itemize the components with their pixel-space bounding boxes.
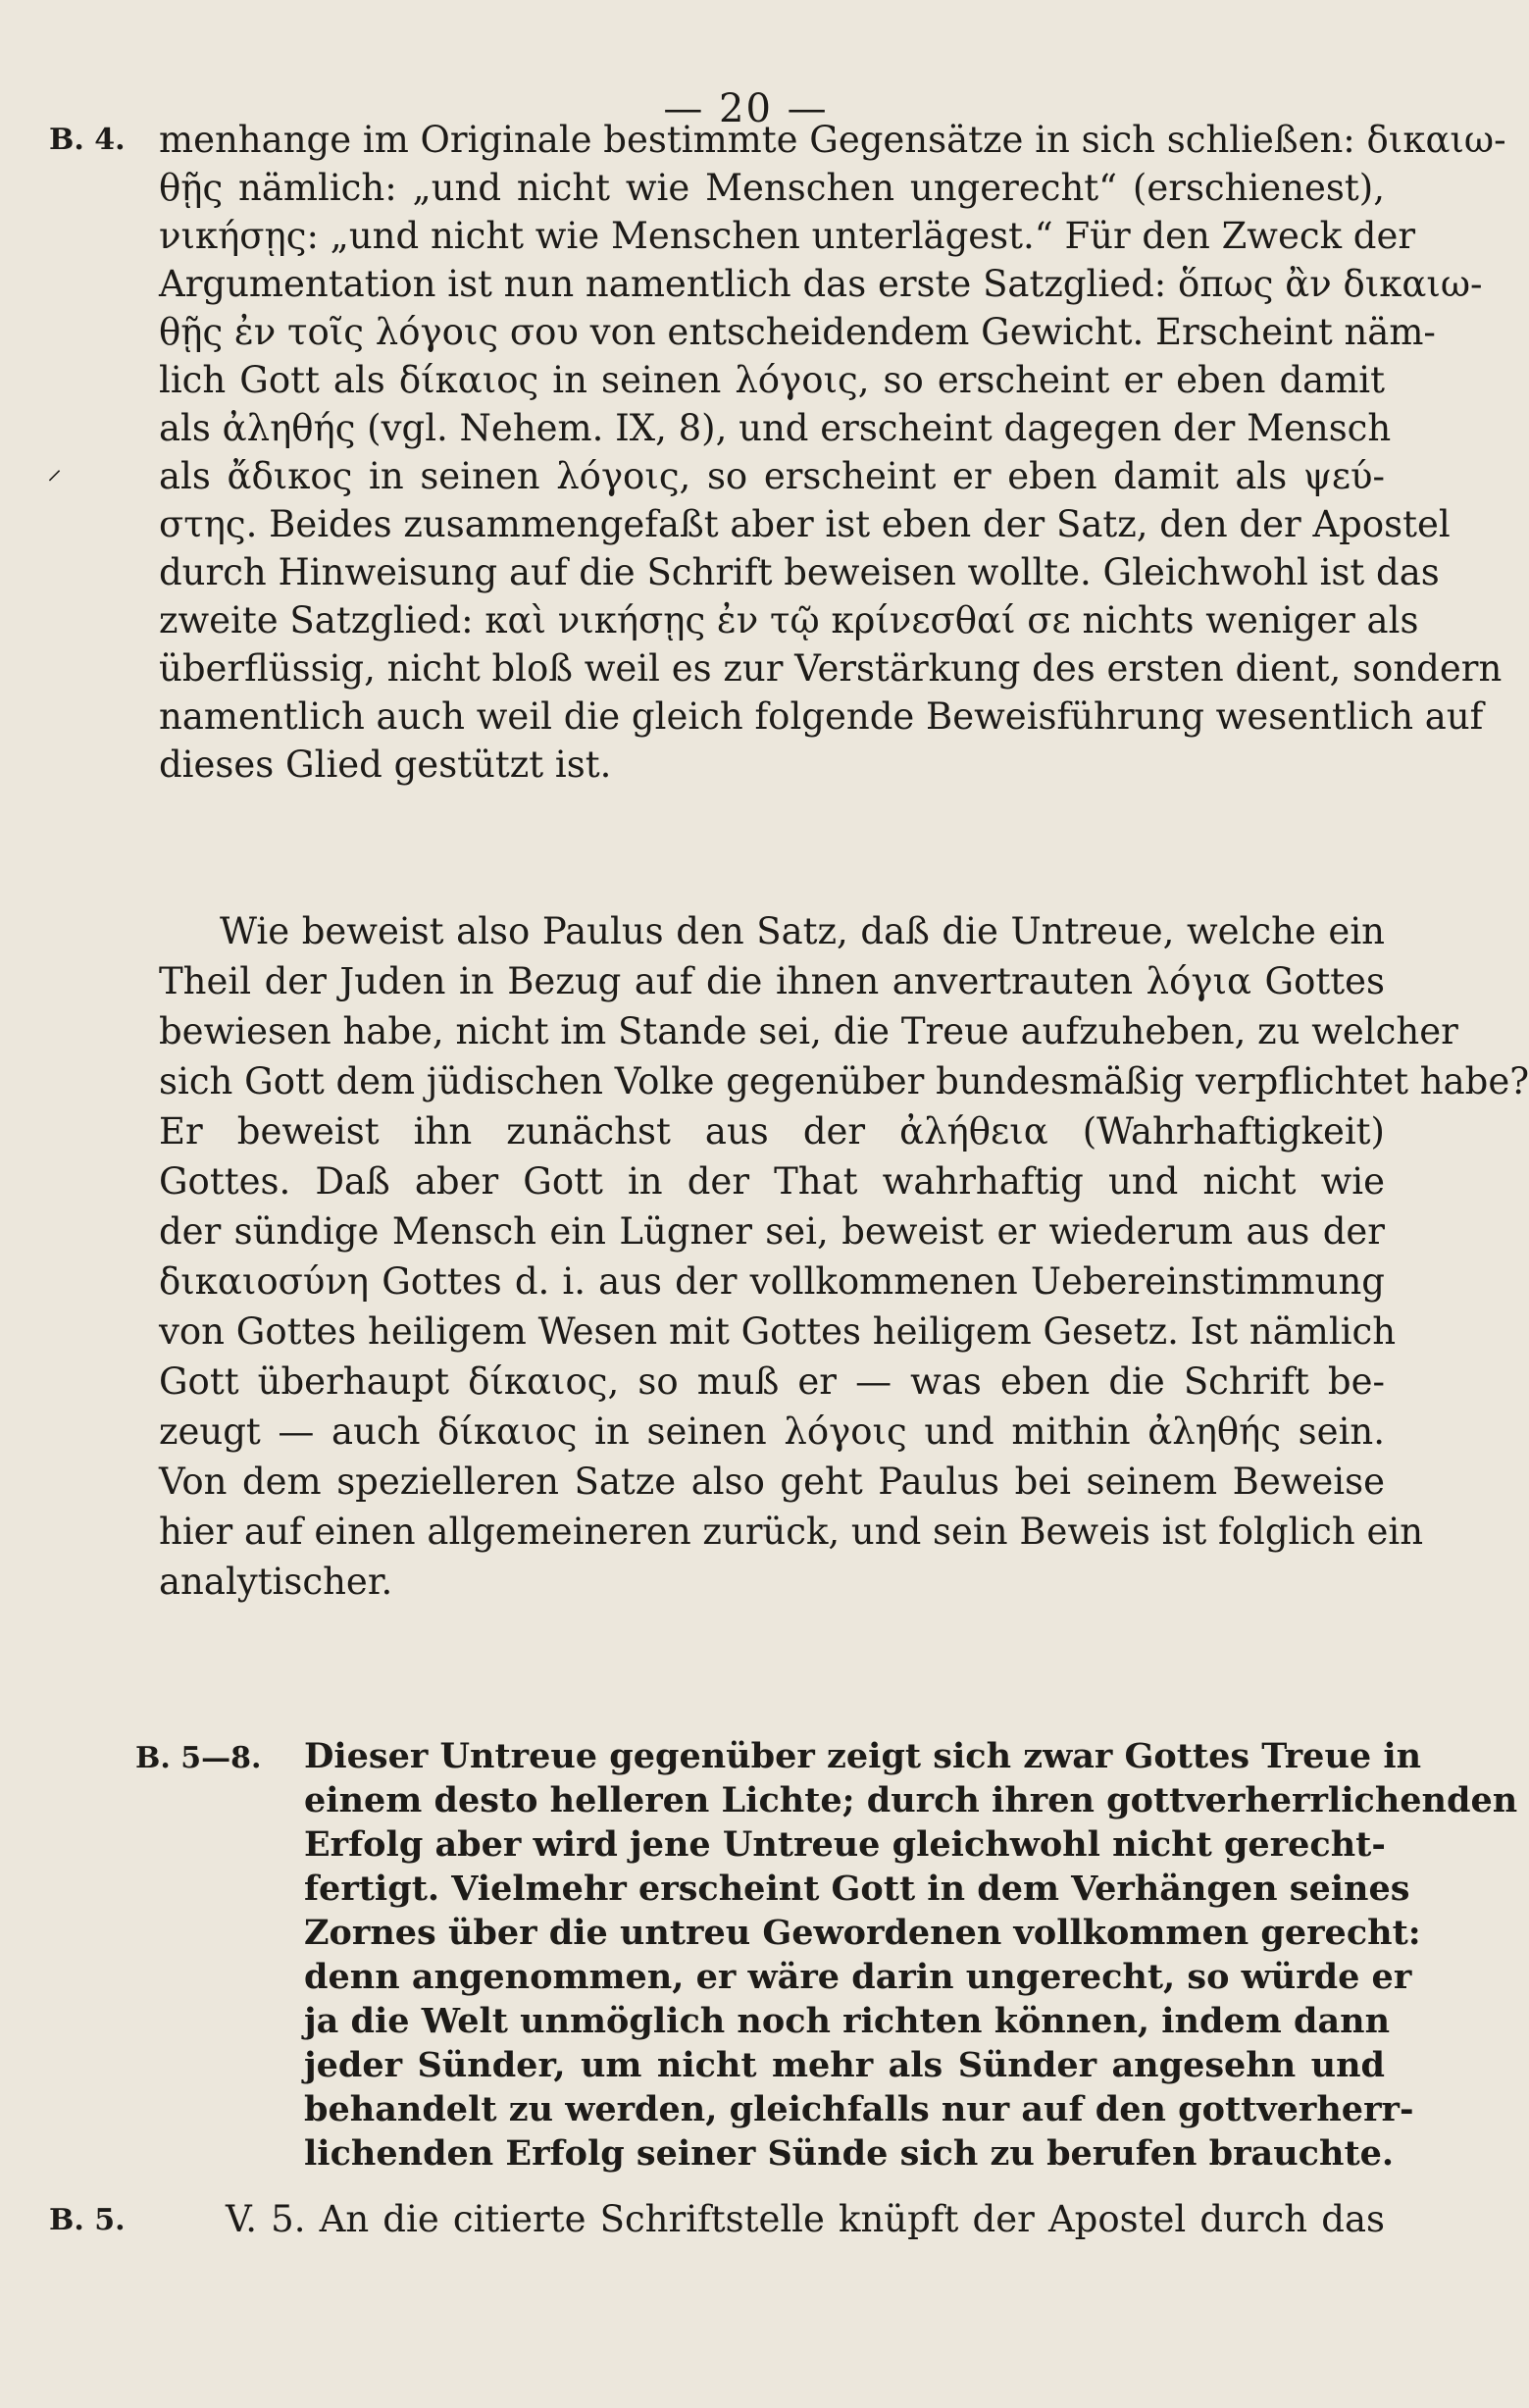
text-line: als ἄδικος in seinen λόγοις, so erscheint er eben damit als ψεύ- <box>159 455 1385 497</box>
text-line: einem desto helleren Lichte; durch ihren gottverherrlichenden <box>304 1780 1518 1820</box>
text-line: dieses Glied gestützt ist. <box>159 743 612 786</box>
text-line: hier auf einen allgemeineren zurück, und sein Beweis ist folglich ein <box>159 1511 1424 1553</box>
text-line: Zornes über die untreu Gewordenen vollkommen gerecht: <box>304 1913 1421 1953</box>
paragraph-2 <box>159 906 1529 1607</box>
text-line: namentlich auch weil die gleich folgende Beweisführung wesentlich auf <box>159 695 1484 738</box>
text-line: analytischer. <box>159 1561 393 1603</box>
text-line: lichenden Erfolg seiner Sünde sich zu berufen brauchte. <box>304 2133 1395 2174</box>
text-line: sich Gott dem jüdischen Volke gegenüber bundesmäßig verpflichtet habe? <box>159 1060 1529 1102</box>
text-line: fertigt. Vielmehr erscheint Gott in dem Verhängen seines <box>304 1869 1410 1909</box>
text-line: zweite Satzglied: καὶ νικήσῃς ἐν τῷ κρίνεσθαί σε nichts weniger als <box>159 599 1419 641</box>
margin-note-v5-8: B. 5—8. <box>135 1741 262 1775</box>
paragraph-1 <box>159 116 1506 789</box>
text-line: Erfolg aber wird jene Untreue gleichwohl nicht gerecht- <box>304 1824 1386 1865</box>
text-line: überflüssig, nicht bloß weil es zur Verstärkung des ersten dient, sondern <box>159 647 1503 690</box>
text-line: Argumentation ist nun namentlich das erste Satzglied: ὅπως ἂν δικαιω- <box>159 263 1483 305</box>
text-line: ja die Welt unmöglich noch richten können, indem dann <box>304 2001 1391 2041</box>
text-line: lich Gott als δίκαιος in seinen λόγοις, so erscheint er eben damit <box>159 359 1385 401</box>
text-line: denn angenommen, er wäre darin ungerecht, so würde er <box>304 1957 1412 1997</box>
paragraph-4 <box>226 2195 1385 2244</box>
text-line: bewiesen habe, nicht im Stande sei, die Treue aufzuheben, zu welcher <box>159 1010 1458 1052</box>
page-number: — 20 — <box>663 86 829 131</box>
text-line: V. 5. An die citierte Schriftstelle knüpft der Apostel durch das <box>226 2198 1385 2240</box>
text-line: Theil der Juden in Bezug auf die ihnen anvertrauten λόγια Gottes <box>159 960 1385 1002</box>
margin-note-v5: B. 5. <box>49 2203 126 2237</box>
text-line: Dieser Untreue gegenüber zeigt sich zwar Gottes Treue in <box>304 1736 1422 1776</box>
text-line: θῇς ἐν τοῖς λόγοις σου von entscheidendem Gewicht. Erscheint näm- <box>159 311 1436 353</box>
text-line: Wie beweist also Paulus den Satz, daß die Untreue, welche ein <box>220 910 1385 952</box>
text-line: στης. Beides zusammengefaßt aber ist eben der Satz, den der Apostel <box>159 503 1451 545</box>
text-line: Gottes. Daß aber Gott in der That wahrhaftig und nicht wie <box>159 1160 1385 1203</box>
text-line: δικαιοσύνη Gottes d. i. aus der vollkommenen Uebereinstimmung <box>159 1260 1385 1303</box>
text-line: behandelt zu werden, gleichfalls nur auf den gottverherr- <box>304 2089 1414 2129</box>
text-line: menhange im Originale bestimmte Gegensätze in sich schließen: δικαιω- <box>159 119 1506 161</box>
text-line: Gott überhaupt δίκαιος, so muß er — was eben die Schrift be- <box>159 1360 1385 1403</box>
text-line: Von dem spezielleren Satze also geht Paulus bei seinem Beweise <box>159 1460 1385 1503</box>
summary-paragraph <box>304 1734 1518 2176</box>
text-line: νικήσῃς: „und nicht wie Menschen unterlägest.“ Für den Zweck der <box>159 215 1416 257</box>
text-line: jeder Sünder, um nicht mehr als Sünder angesehn und <box>304 2045 1385 2085</box>
text-line: durch Hinweisung auf die Schrift beweisen wollte. Gleichwohl ist das <box>159 551 1440 593</box>
margin-tick-mark: ⸝ <box>47 452 62 487</box>
margin-note-v4: B. 4. <box>49 123 126 157</box>
text-line: θῇς nämlich: „und nicht wie Menschen ungerecht“ (erschienest), <box>159 167 1385 209</box>
text-line: von Gottes heiligem Wesen mit Gottes heiligem Gesetz. Ist nämlich <box>159 1310 1397 1353</box>
text-line: zeugt — auch δίκαιος in seinen λόγοις und mithin ἀληθής sein. <box>159 1410 1385 1453</box>
text-line: der sündige Mensch ein Lügner sei, beweist er wiederum aus der <box>159 1210 1385 1253</box>
text-line: Er beweist ihn zunächst aus der ἀλήθεια (Wahrhaftigkeit) <box>159 1110 1385 1153</box>
text-line: als ἀληθής (vgl. Nehem. IX, 8), und erscheint dagegen der Mensch <box>159 407 1392 449</box>
